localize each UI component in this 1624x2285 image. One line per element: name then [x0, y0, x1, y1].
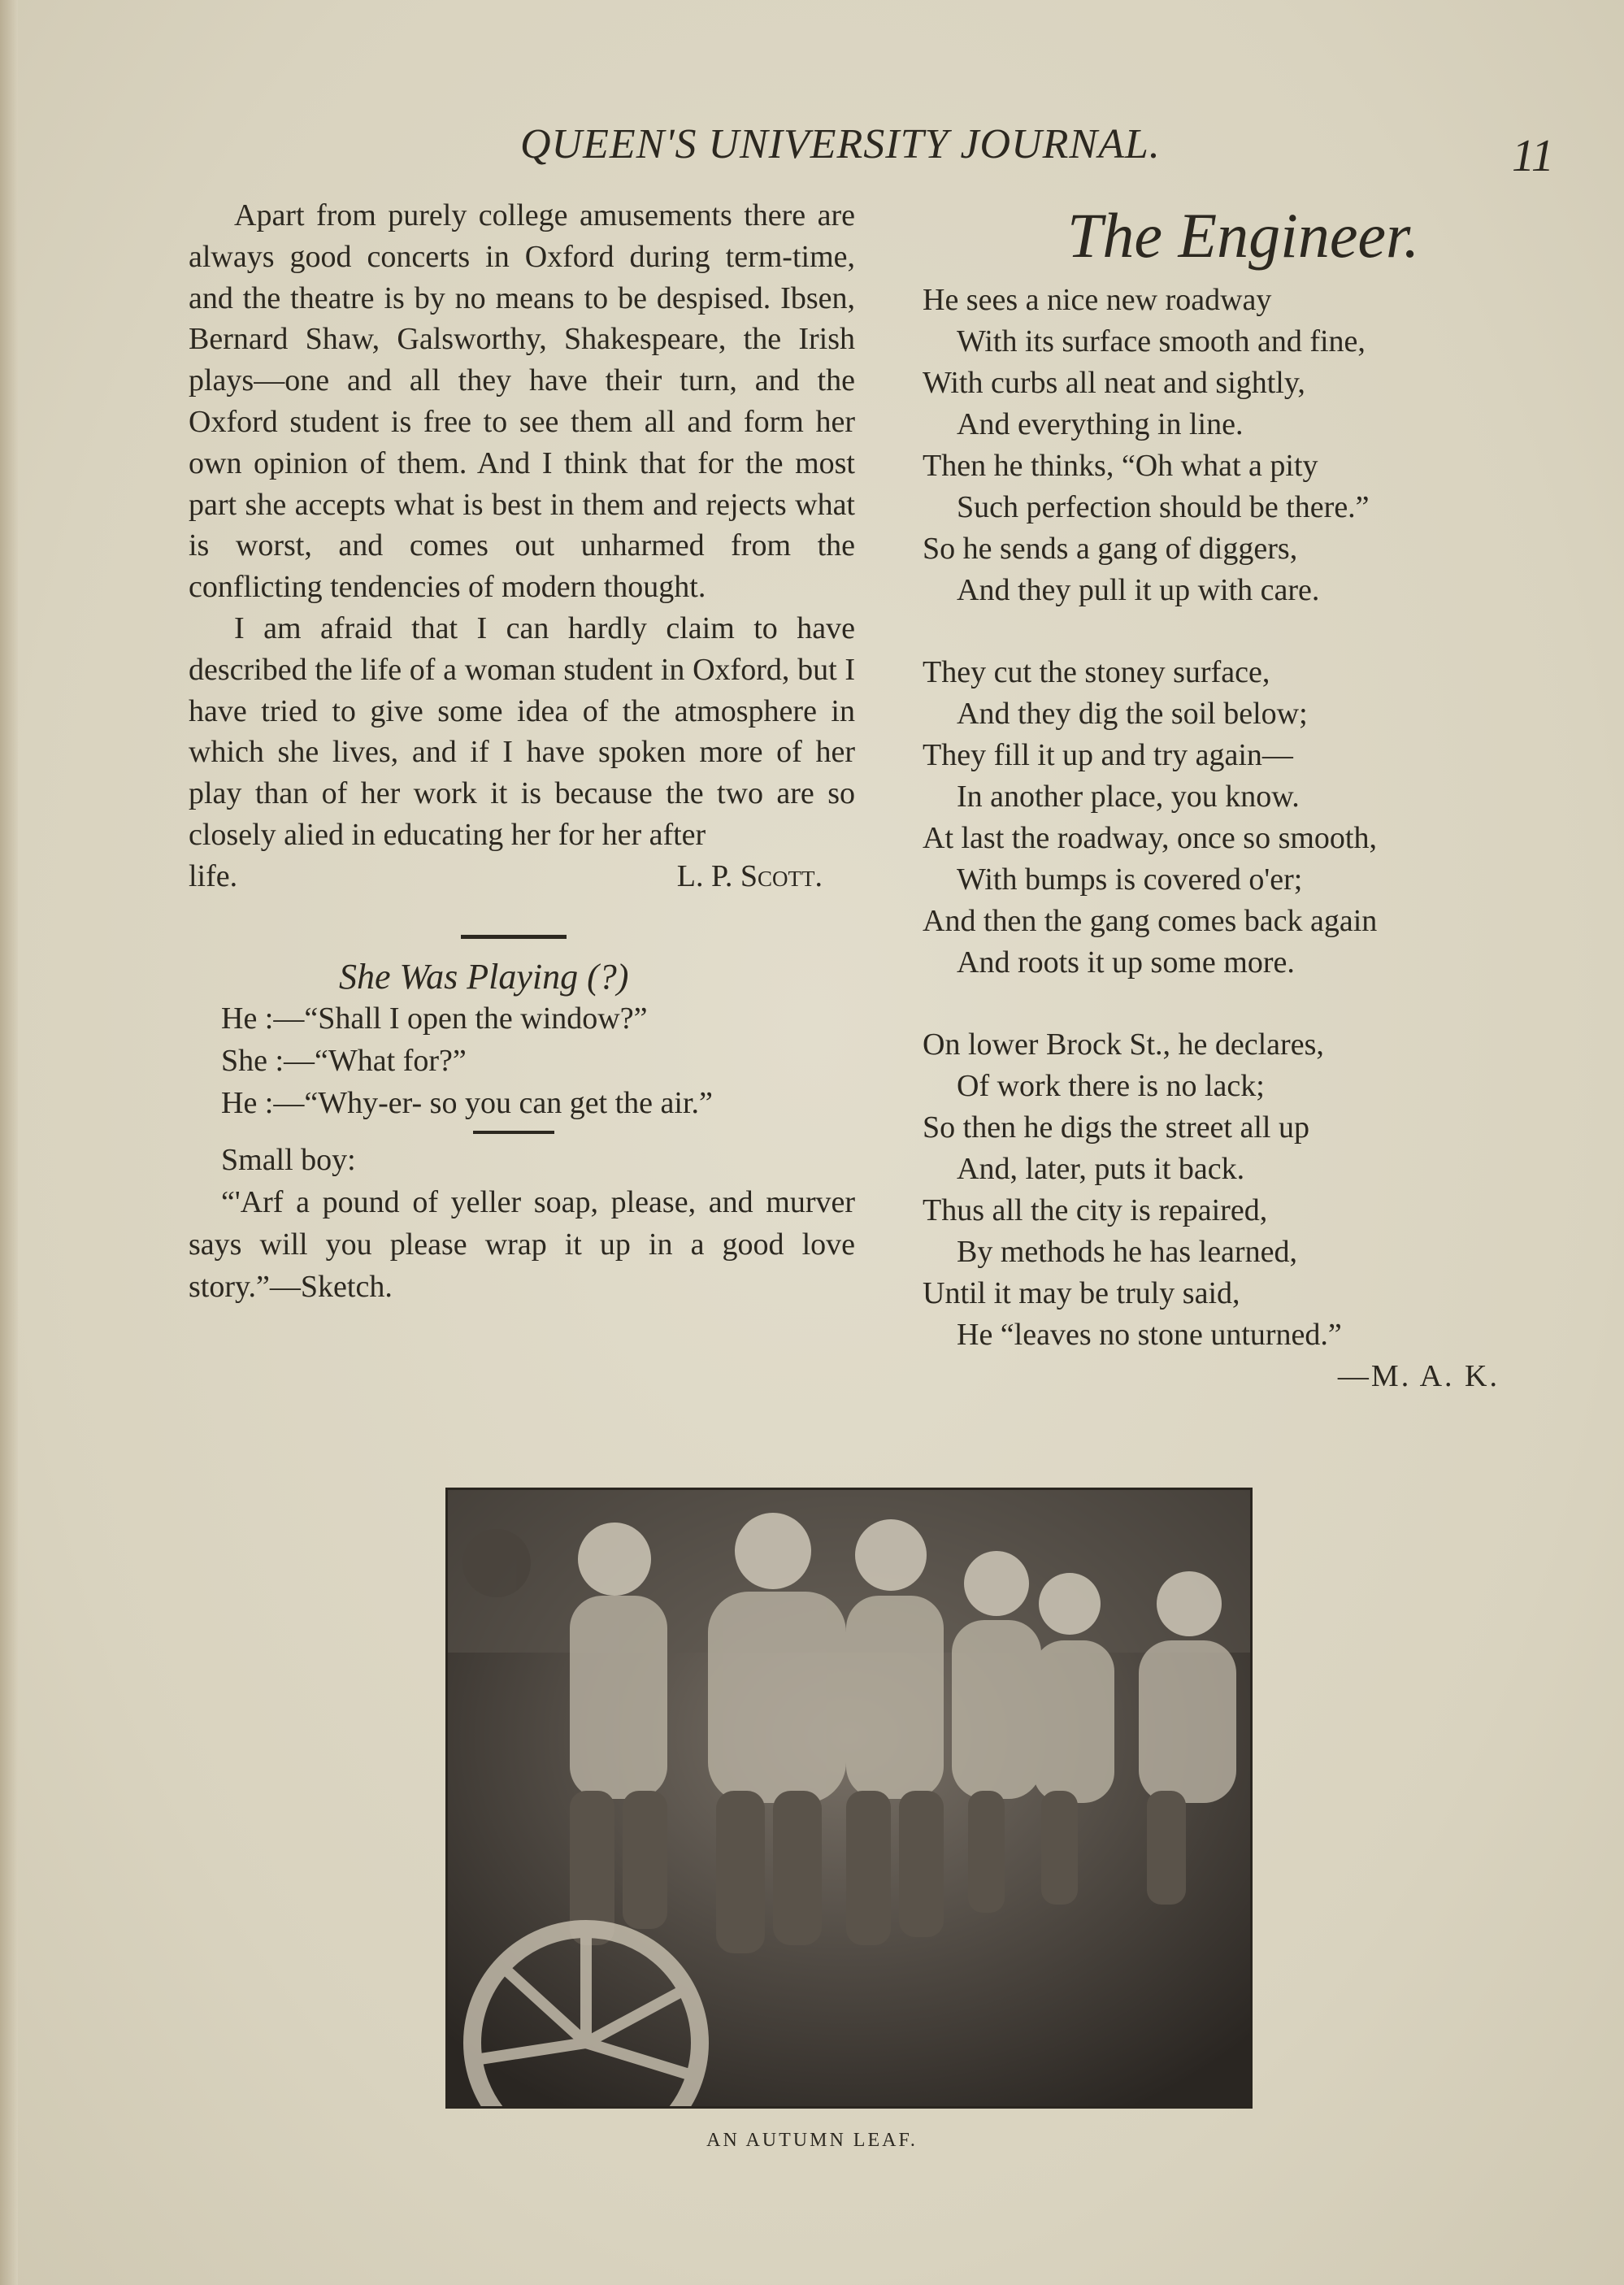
journal-title: QUEEN'S UNIVERSITY JOURNAL.	[520, 121, 1161, 167]
section-divider	[461, 935, 567, 939]
poem-line: Such perfection should be there.”	[957, 490, 1370, 524]
engineer-poem-title: The Engineer.	[1067, 200, 1420, 271]
poem-stanza	[923, 652, 1524, 984]
poem-line: He “leaves no stone unturned.”	[957, 1318, 1342, 1352]
poem-line: With bumps is covered o'er;	[957, 862, 1303, 897]
poem-line: With its surface smooth and fine,	[957, 324, 1366, 358]
dialog-line: He :—“Why-er- so you can get the air.”	[221, 1086, 713, 1121]
article-paragraph-2: I am afraid that I can hardly claim to have described the life of a woman student in Oxford, but I have tried to give some idea of the atmosphere in which she lives, and if I have spoken more of her play than of her work it is because the two are so closely alied in educating her for her after	[189, 610, 855, 852]
left-column	[189, 195, 855, 1308]
poem-line: And everything in line.	[957, 407, 1244, 441]
poem-line: And they dig the soil below;	[957, 697, 1308, 731]
section-divider	[473, 1131, 554, 1134]
poem-line: And roots it up some more.	[957, 945, 1295, 980]
poem-line: And they pull it up with care.	[957, 573, 1320, 607]
poem-line: They fill it up and try again—	[923, 738, 1293, 772]
she-was-playing-title: She Was Playing (?)	[339, 956, 629, 997]
poem-line: They cut the stoney surface,	[923, 655, 1270, 689]
article-signature: L. P. Scott.	[676, 858, 823, 893]
poem-stanza	[923, 280, 1524, 611]
poem-stanza	[923, 1024, 1524, 1356]
page-number: 11	[1512, 131, 1554, 181]
joke-quote: “'Arf a pound of yeller soap, please, and murver says will you please wrap it up in a good love story.”—Sketch.	[189, 1185, 855, 1305]
dialog-line: He :—“Shall I open the window?”	[221, 1001, 648, 1036]
dialog-block	[221, 997, 855, 1124]
photo-illustration	[448, 1490, 1250, 2106]
photo-caption: AN AUTUMN LEAF.	[706, 2130, 918, 2151]
poem-line: Thus all the city is repaired,	[923, 1193, 1268, 1227]
poem-line: At last the roadway, once so smooth,	[923, 821, 1377, 855]
poem-author: —M. A. K.	[1337, 1359, 1500, 1393]
poem-line: And then the gang comes back again	[923, 904, 1378, 938]
poem-line: Until it may be truly said,	[923, 1276, 1240, 1310]
joke-lead: Small boy:	[221, 1143, 356, 1178]
article-signature-line	[189, 856, 855, 897]
poem-line: With curbs all neat and sightly,	[923, 366, 1305, 400]
poem-line: So then he digs the street all up	[923, 1110, 1309, 1145]
poem-line: In another place, you know.	[957, 780, 1300, 814]
page-edge	[0, 0, 18, 2285]
last-line: life.	[189, 858, 238, 893]
poem-line: On lower Brock St., he declares,	[923, 1027, 1324, 1062]
poem-line: Then he thinks, “Oh what a pity	[923, 449, 1318, 483]
poem-line: He sees a nice new roadway	[923, 283, 1272, 317]
poem-line: So he sends a gang of diggers,	[923, 532, 1298, 566]
small-boy-joke	[189, 1139, 855, 1308]
right-column	[923, 195, 1524, 1397]
poem-line: Of work there is no lack;	[957, 1069, 1265, 1103]
article-paragraph-1: Apart from purely college amusements there are always good concerts in Oxford during term-time, and the theatre is by no means to be despised. Ibsen, Bernard Shaw, Galsworthy, Shakespeare, the Irish plays—one and all they have their turn, and the Oxford student is free to see them all and form her own opinion of them. And I think that for the most part she accepts what is best in them and rejects what is worst, and comes out unharmed from the conflicting tendencies of modern thought.	[189, 198, 855, 605]
poem-line: And, later, puts it back.	[957, 1152, 1245, 1186]
group-photo	[445, 1488, 1253, 2109]
poem-line: By methods he has learned,	[957, 1235, 1297, 1269]
dialog-line: She :—“What for?”	[221, 1044, 467, 1079]
